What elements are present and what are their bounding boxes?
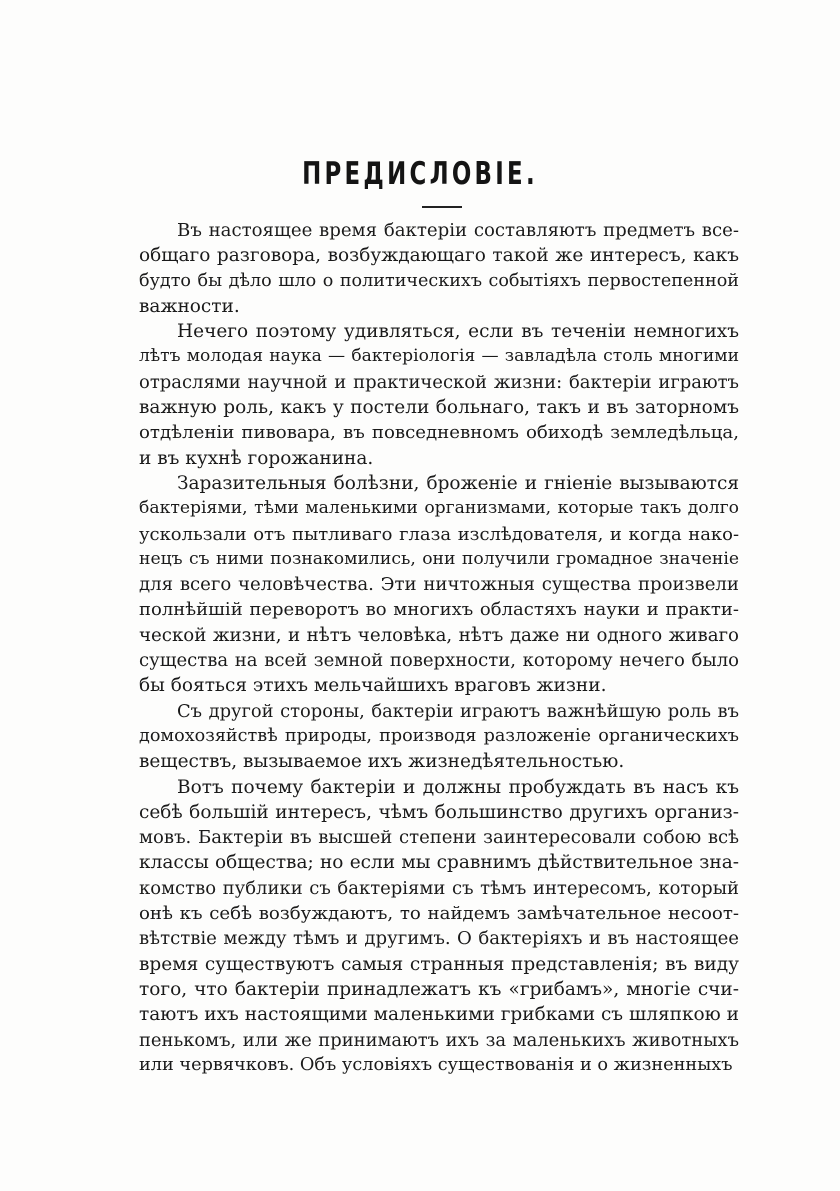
text-line: существа на всей земной поверхности, которому нечего было [139, 650, 739, 672]
text-line: время существуютъ самыя странныя представленія; въ виду [139, 953, 739, 975]
text-line: Вотъ почему бактеріи и должны пробуждать въ насъ къ [177, 776, 739, 798]
text-line: для всего человѣчества. Эти ничтожныя существа произвели [139, 574, 739, 596]
text-line: того, что бактеріи принадлежатъ къ «грибамъ», многіе счи- [139, 978, 739, 1000]
text-line: вѣтствіе между тѣмъ и другимъ. О бактеріяхъ и въ настоящее [139, 928, 739, 950]
paragraph [139, 218, 739, 319]
text-line: отдѣленіи пивовара, въ повседневномъ обиходѣ земледѣльца, [139, 422, 739, 444]
text-line: важности. [139, 295, 240, 317]
text-line: пенькомъ, или же принимаютъ ихъ за маленькихъ животныхъ [139, 1029, 739, 1051]
text-line: мовъ. Бактеріи въ высшей степени заинтересовали собою всѣ [139, 827, 739, 849]
text-line: Нечего поэтому удивляться, если въ теченіи немногихъ [177, 321, 739, 343]
text-line: бактеріями, тѣми маленькими организмами, которые такъ долго [139, 498, 739, 519]
text-line: таютъ ихъ настоящими маленькими грибками съ шляпкою и [139, 1004, 739, 1026]
text-line: себѣ большій интересъ, чѣмъ большинство другихъ организ- [139, 801, 739, 823]
text-line: ускользали отъ пытливаго глаза изслѣдователя, и когда нако- [139, 523, 739, 545]
text-line: нецъ съ ними познакомились, они получили громадное значеніе [139, 548, 739, 569]
text-line: будто бы дѣло шло о политическихъ событіяхъ первостепенной [139, 270, 739, 291]
paragraph [139, 699, 739, 775]
text-line: общаго разговора, возбуждающаго такой же интересъ, какъ [139, 245, 739, 267]
text-line: бы бояться этихъ мельчайшихъ враговъ жизни. [139, 675, 607, 697]
title-rule [422, 206, 462, 208]
text-line: Заразительныя болѣзни, броженіе и гніеніе вызываются [177, 472, 739, 494]
text-line: онѣ къ себѣ возбуждаютъ, то найдемъ замѣчательное несоот- [139, 903, 739, 925]
paragraph [139, 471, 739, 699]
text-line: веществъ, вызываемое ихъ жизнедѣятельностью. [139, 751, 625, 773]
text-line: классы общества; но если мы сравнимъ дѣйствительное зна- [139, 852, 739, 874]
paragraph [139, 319, 739, 471]
text-line: комство публики съ бактеріями съ тѣмъ интересомъ, который [139, 877, 739, 899]
paragraph [139, 775, 739, 1079]
body-text [139, 218, 739, 1078]
text-line: или червячковъ. Объ условіяхъ существованія и о жизненныхъ [139, 1054, 733, 1075]
text-line: важную роль, какъ у постели больнаго, такъ и въ заторномъ [139, 397, 739, 419]
text-line: и въ кухнѣ горожанина. [139, 447, 374, 469]
text-line: Съ другой стороны, бактеріи играютъ важнѣйшую роль въ [177, 700, 739, 722]
text-line: отраслями научной и практической жизни: бактеріи играютъ [139, 371, 739, 393]
text-line: ческой жизни, и нѣтъ человѣка, нѣтъ даже ни одного живаго [139, 624, 739, 646]
page-title: ПРЕДИСЛОВІЕ. [302, 156, 538, 192]
text-line: Въ настоящее время бактеріи составляютъ предметъ все- [177, 220, 739, 241]
text-line: лѣтъ молодая наука — бактеріологія — завладѣла столь многими [139, 346, 739, 367]
text-line: полнѣйшій переворотъ во многихъ областяхъ науки и практи- [139, 599, 739, 621]
text-line: домохозяйствѣ природы, производя разложеніе органическихъ [139, 725, 739, 746]
